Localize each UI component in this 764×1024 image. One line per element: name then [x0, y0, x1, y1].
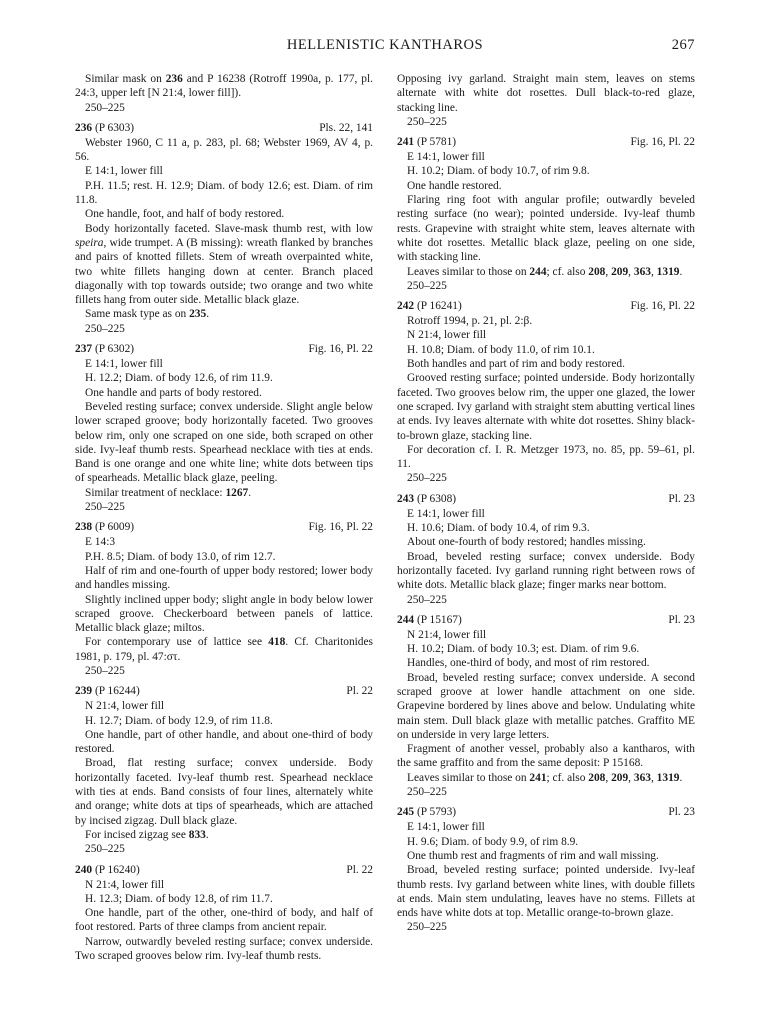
entry-condition: Both handles and part of rim and body restored. [407, 358, 625, 371]
entry-fragment-note: Fragment of another vessel, probably also a kantharos, with the same graffito and from the same deposit: P 15168. [397, 743, 695, 770]
plate-reference: Pl. 22 [346, 863, 373, 876]
right-column [397, 72, 695, 941]
inventory-number: (P 5781) [414, 136, 457, 149]
entry-bibliography: Rotroff 1994, p. 21, pl. 2:β. [407, 315, 533, 328]
entry-dimensions: H. 12.2; Diam. of body 12.6, of rim 11.9. [85, 372, 273, 385]
catalogue-entry-239 [75, 684, 373, 856]
plate-reference: Pl. 23 [668, 492, 695, 505]
entry-description: Slightly inclined upper body; slight angle in body below lower scraped groove. Checkerboard between panels of lattice. Metallic black glaze; miltos. [75, 593, 373, 635]
entry-description: Narrow, outwardly beveled resting surface; convex underside. Two scraped grooves below rim. Ivy-leaf thumb rests. [75, 935, 373, 963]
catalogue-entry-continuation [75, 72, 373, 115]
entry-description: Opposing ivy garland. Straight main stem, leaves on stems alternate with white dot rosettes. Dull black-to-red glaze, stacking line. [397, 73, 695, 114]
entry-condition: One handle restored. [407, 179, 502, 192]
entry-date: 250–225 [407, 593, 447, 606]
entry-date: 250–225 [85, 843, 125, 856]
plate-reference: Pl. 22 [346, 685, 373, 698]
entry-dimensions: H. 10.8; Diam. of body 11.0, of rim 10.1. [407, 343, 595, 356]
inventory-number: (P 6308) [414, 492, 457, 505]
entry-note: Similar treatment of necklace: 1267. [85, 486, 252, 499]
entry-heading [397, 805, 695, 820]
entry-condition: Handles, one-third of body, and most of rim restored. [407, 657, 650, 670]
inventory-number: (P 6302) [92, 343, 135, 356]
entry-description: Broad, flat resting surface; convex underside. Body horizontally faceted. Ivy-leaf thumb rest. Spearhead necklace with ties at ends. Band consists of four lines, alternately white and orange; white dots at tips of spearheads, which are attached by incised zigzag. Dull black glaze. [75, 757, 373, 827]
entry-condition: One handle and parts of body restored. [85, 386, 262, 399]
catalogue-entry-245 [397, 805, 695, 934]
plate-reference: Fig. 16, Pl. 22 [630, 136, 695, 149]
entry-deposit: N 21:4, lower fill [85, 878, 165, 891]
entry-condition: One handle, part of other handle, and about one-third of body restored. [75, 728, 373, 756]
entry-deposit: N 21:4, lower fill [85, 700, 165, 713]
catalogue-entry-242 [397, 299, 695, 486]
entry-heading [75, 342, 373, 357]
entry-heading [397, 135, 695, 150]
entry-heading [75, 684, 373, 699]
catalogue-entry-238 [75, 520, 373, 678]
catalogue-entry-240-continued [397, 72, 695, 129]
entry-description: Grooved resting surface; pointed underside. Body horizontally faceted. Two grooves below rim, the upper one glazed, the lower one scraped. Ivy garland with straight stem abutting vertical lines at ends. Ivy leaves alternate with white dot rosettes. Shiny black-to-brown glaze, stacking line. [397, 372, 695, 442]
entry-description: Broad, beveled resting surface; convex underside. Body horizontally faceted. Ivy garland running right between rows of white dots. Metallic black glaze; finger marks near bottom. [397, 550, 695, 592]
entry-deposit: N 21:4, lower fill [407, 628, 487, 641]
entry-dimensions: H. 12.3; Diam. of body 12.8, of rim 11.7. [85, 892, 273, 905]
entry-date: 250–225 [407, 786, 447, 799]
inventory-number: (P 16241) [414, 300, 462, 313]
inventory-number: (P 16244) [92, 685, 140, 698]
inventory-number: (P 16240) [92, 863, 140, 876]
plate-reference: Pl. 23 [668, 613, 695, 626]
catalogue-entry-241 [397, 135, 695, 293]
plate-reference: Pls. 22, 141 [319, 121, 373, 134]
entry-description: Broad, beveled resting surface; pointed underside. Ivy-leaf thumb rests. Ivy garland between white lines, with double fillets at ends. Main stem undulating, leaves have no stems. Fillets at ends have white dots at top. Metallic orange-to-brown glaze. [397, 864, 695, 920]
plate-reference: Fig. 16, Pl. 22 [630, 300, 695, 313]
entry-deposit: E 14:1, lower fill [85, 165, 163, 178]
entry-date: 250–225 [85, 664, 125, 677]
entry-note: For contemporary use of lattice see 418. Cf. Charitonides 1981, p. 179, pl. 47:στ. [75, 636, 373, 663]
entry-date: 250–225 [407, 921, 447, 934]
entry-deposit: E 14:1, lower fill [407, 151, 485, 164]
entry-description: Beveled resting surface; convex underside. Slight angle below lower scraped groove; body horizontally faceted. Two grooves below rim, only one scraped on one side, both scraped on other side. Ivy-leaf thumb rests. Spearhead necklace with ties at ends. Band is one orange and one white line; white dots between tips of spearheads. Metallic black glaze, peeling. [75, 400, 373, 485]
catalogue-number: 245 [397, 806, 415, 819]
entry-date: 250–225 [407, 279, 447, 292]
entry-description: Broad, beveled resting surface; convex underside. A second scraped groove at lower handle attachment on one side. Grapevine bordered by lines above and below. Undulating white main stem. Dull black glaze with metallic patches. Graffito ME on underside in very large letters. [397, 671, 695, 741]
entry-dimensions: H. 12.7; Diam. of body 12.9, of rim 11.8. [85, 714, 273, 727]
entry-note: For incised zigzag see 833. [85, 828, 209, 841]
page-number: 267 [671, 37, 695, 53]
entry-dimensions: H. 10.2; Diam. of body 10.7, of rim 9.8. [407, 165, 590, 178]
plate-reference: Fig. 16, Pl. 22 [308, 343, 373, 356]
entry-note: Similar mask on 236 and P 16238 (Rotroff 1990a, p. 177, pl. 24:3, upper left [N 21:4, lower fill]). [75, 73, 374, 100]
entry-dimensions: H. 10.2; Diam. of body 10.3; est. Diam. of rim 9.6. [407, 643, 640, 656]
entry-deposit: E 14:3 [85, 536, 116, 549]
inventory-number: (P 5793) [414, 806, 457, 819]
inventory-number: (P 15167) [414, 613, 462, 626]
entry-description: Flaring ring foot with angular profile; outwardly beveled resting surface (no wear); pointed underside. Ivy-leaf thumb rests. Grapevine with straight white stem, leaves alternate with white dot rosettes. Metallic black glaze, peeling on one side, with stacking line. [397, 194, 695, 264]
entry-deposit: E 14:1, lower fill [407, 821, 485, 834]
catalogue-entry-240 [75, 863, 373, 964]
entry-bibliography: Webster 1960, C 11 a, p. 283, pl. 68; Webster 1969, AV 4, p. 56. [75, 136, 373, 164]
inventory-number: (P 6009) [92, 521, 135, 534]
entry-description: Body horizontally faceted. Slave-mask thumb rest, with low speira, wide trumpet. A (B missing): wreath flanked by branches and pairs of knotted fillets. Stem of wreath overpainted white, two white fillets hanging down at center. Branch placed diagonally with top towards outside; two orange and two white fillets hang from outer side. Metallic black glaze. [75, 222, 373, 307]
catalogue-entry-244 [397, 613, 695, 800]
entry-condition: About one-fourth of body restored; handles missing. [407, 536, 646, 549]
catalogue-number: 241 [397, 136, 415, 149]
entry-note: Same mask type as on 235. [85, 308, 210, 321]
entry-dimensions: H. 9.6; Diam. of body 9.9, of rim 8.9. [407, 835, 579, 848]
catalogue-number: 236 [75, 121, 93, 134]
entry-dimensions: H. 10.6; Diam. of body 10.4, of rim 9.3. [407, 522, 590, 535]
catalogue-number: 238 [75, 521, 93, 534]
entry-condition: One thumb rest and fragments of rim and wall missing. [407, 849, 659, 862]
entry-condition: One handle, part of the other, one-third of body, and half of foot restored. Parts of three clamps from ancient repair. [75, 907, 373, 934]
running-head [75, 38, 695, 58]
catalogue-number: 239 [75, 685, 93, 698]
entry-deposit: E 14:1, lower fill [85, 358, 163, 371]
catalogue-entry-243 [397, 492, 695, 607]
entry-date: 250–225 [85, 501, 125, 514]
entry-heading [397, 613, 695, 628]
entry-deposit: E 14:1, lower fill [407, 507, 485, 520]
entry-heading [75, 520, 373, 535]
entry-date: 250–225 [85, 322, 125, 335]
catalogue-number: 242 [397, 300, 415, 313]
left-column [75, 72, 373, 969]
catalogue-number: 240 [75, 863, 93, 876]
entry-dimensions: P.H. 8.5; Diam. of body 13.0, of rim 12.7. [85, 550, 276, 563]
entry-heading [75, 863, 373, 878]
entry-note: Leaves similar to those on 244; cf. also 208, 209, 363, 1319. [407, 265, 683, 278]
entry-heading [397, 299, 695, 314]
entry-date: 250–225 [85, 101, 125, 114]
catalogue-entry-236 [75, 121, 373, 336]
catalogue-number: 244 [397, 613, 415, 626]
running-title: HELLENISTIC KANTHAROS [286, 37, 484, 53]
entry-date: 250–225 [407, 115, 447, 128]
plate-reference: Fig. 16, Pl. 22 [308, 521, 373, 534]
entry-date: 250–225 [407, 472, 447, 485]
entry-condition: Half of rim and one-fourth of upper body restored; lower body and handles missing. [75, 564, 373, 592]
catalogue-entry-237 [75, 342, 373, 514]
catalogue-number: 237 [75, 343, 93, 356]
entry-dimensions: P.H. 11.5; rest. H. 12.9; Diam. of body 12.6; est. Diam. of rim 11.8. [75, 179, 373, 207]
entry-heading [397, 492, 695, 507]
entry-deposit: N 21:4, lower fill [407, 329, 487, 342]
entry-note: For decoration cf. I. R. Metzger 1973, no. 85, pp. 59–61, pl. 11. [397, 443, 695, 471]
entry-note: Leaves similar to those on 241; cf. also 208, 209, 363, 1319. [407, 771, 683, 784]
entry-heading [75, 121, 373, 136]
inventory-number: (P 6303) [92, 121, 135, 134]
entry-condition: One handle, foot, and half of body restored. [85, 208, 285, 221]
plate-reference: Pl. 23 [668, 806, 695, 819]
catalogue-number: 243 [397, 492, 415, 505]
